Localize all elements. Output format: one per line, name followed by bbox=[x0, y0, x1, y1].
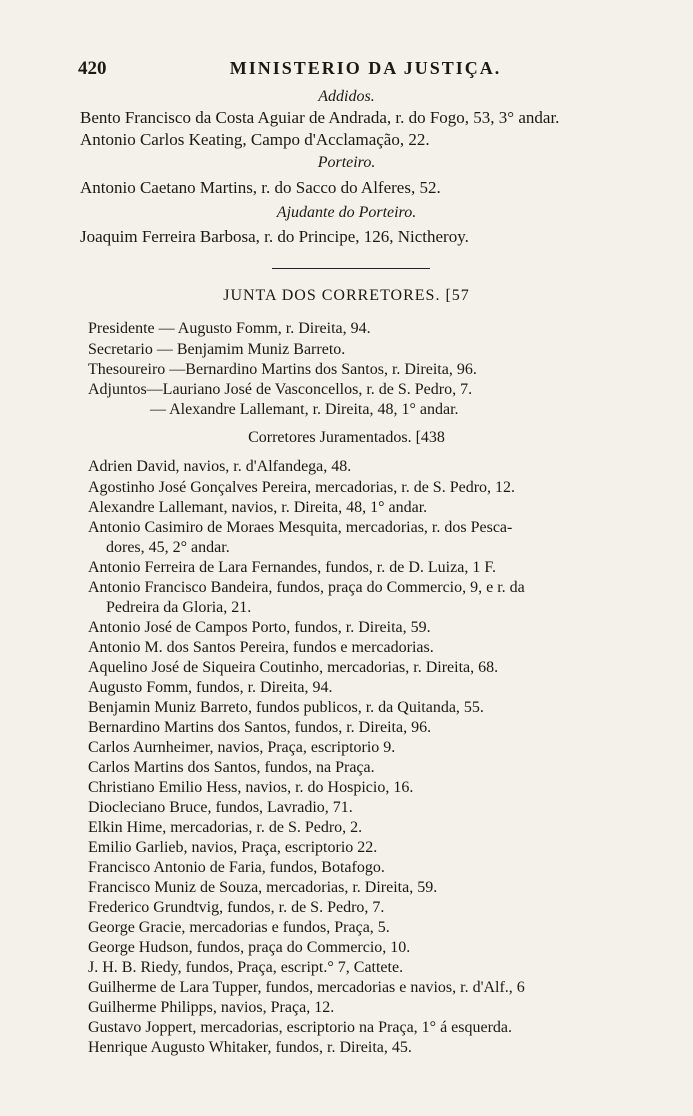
text-line: Antonio Carlos Keating, Campo d'Acclamação, 22. bbox=[80, 130, 430, 149]
section-heading-junta: JUNTA DOS CORRETORES. [57 bbox=[223, 287, 470, 304]
broker-entry-cont: dores, 45, 2° andar. bbox=[106, 539, 230, 556]
broker-entry: Christiano Emilio Hess, navios, r. do Hospicio, 16. bbox=[88, 779, 414, 796]
broker-entry: Antonio José de Campos Porto, fundos, r. Direita, 59. bbox=[88, 619, 431, 636]
text-line: Joaquim Ferreira Barbosa, r. do Principe, 126, Nictheroy. bbox=[80, 227, 469, 246]
broker-entry: Aquelino José de Siqueira Coutinho, mercadorias, r. Direita, 68. bbox=[88, 659, 499, 676]
broker-entry: Antonio M. dos Santos Pereira, fundos e mercadorias. bbox=[88, 639, 434, 656]
officer-line: Presidente — Augusto Fomm, r. Direita, 94. bbox=[88, 320, 371, 337]
broker-entry: Alexandre Lallemant, navios, r. Direita, 48, 1° andar. bbox=[88, 499, 428, 516]
broker-entry: Antonio Ferreira de Lara Fernandes, fundos, r. de D. Luiza, 1 F. bbox=[88, 559, 496, 576]
running-head: MINISTERIO DA JUSTIÇA. bbox=[229, 58, 502, 78]
officer-line: Secretario — Benjamim Muniz Barreto. bbox=[88, 341, 346, 358]
broker-entry: Henrique Augusto Whitaker, fundos, r. Direita, 45. bbox=[88, 1039, 412, 1056]
broker-entry: Adrien David, navios, r. d'Alfandega, 48. bbox=[88, 458, 352, 475]
broker-entry: George Gracie, mercadorias e fundos, Praça, 5. bbox=[88, 919, 390, 936]
broker-entry: Augusto Fomm, fundos, r. Direita, 94. bbox=[88, 679, 333, 696]
page-number: 420 bbox=[78, 58, 107, 79]
broker-entry: Bernardino Martins dos Santos, fundos, r. Direita, 96. bbox=[88, 719, 432, 736]
section-divider bbox=[272, 268, 430, 269]
broker-entry: Benjamin Muniz Barreto, fundos publicos, r. da Quitanda, 55. bbox=[88, 699, 484, 716]
broker-entry: Carlos Aurnheimer, navios, Praça, escriptorio 9. bbox=[88, 739, 396, 756]
text-line: Bento Francisco da Costa Aguiar de Andrada, r. do Fogo, 53, 3° andar. bbox=[80, 108, 560, 127]
page-header bbox=[78, 58, 653, 84]
broker-entry: Carlos Martins dos Santos, fundos, na Praça. bbox=[88, 759, 375, 776]
broker-entry: Emilio Garlieb, navios, Praça, escriptorio 22. bbox=[88, 839, 378, 856]
officer-line: — Alexandre Lallemant, r. Direita, 48, 1° andar. bbox=[150, 401, 459, 418]
broker-entry: J. H. B. Riedy, fundos, Praça, escript.° 7, Cattete. bbox=[88, 959, 404, 976]
text-line: Antonio Caetano Martins, r. do Sacco do Alferes, 52. bbox=[80, 178, 441, 197]
broker-entry: Guilherme de Lara Tupper, fundos, mercadorias e navios, r. d'Alf., 6 bbox=[88, 979, 525, 996]
section-heading-corretores: Corretores Juramentados. [438 bbox=[248, 429, 445, 446]
broker-entry: Diocleciano Bruce, fundos, Lavradio, 71. bbox=[88, 799, 353, 816]
section-heading-ajudante: Ajudante do Porteiro. bbox=[276, 204, 417, 221]
officer-line: Adjuntos—Lauriano José de Vasconcellos, r. de S. Pedro, 7. bbox=[88, 381, 473, 398]
section-heading-porteiro: Porteiro. bbox=[317, 154, 376, 171]
broker-entry: George Hudson, fundos, praça do Commercio, 10. bbox=[88, 939, 411, 956]
broker-entry: Agostinho José Gonçalves Pereira, mercadorias, r. de S. Pedro, 12. bbox=[88, 479, 516, 496]
broker-entry: Guilherme Philipps, navios, Praça, 12. bbox=[88, 999, 335, 1016]
broker-entry: Gustavo Joppert, mercadorias, escriptorio na Praça, 1° á esquerda. bbox=[88, 1019, 513, 1036]
broker-entry: Antonio Francisco Bandeira, fundos, praça do Commercio, 9, e r. da bbox=[88, 579, 525, 596]
broker-entry: Frederico Grundtvig, fundos, r. de S. Pedro, 7. bbox=[88, 899, 385, 916]
broker-entry: Francisco Muniz de Souza, mercadorias, r. Direita, 59. bbox=[88, 879, 438, 896]
officer-line: Thesoureiro —Bernardino Martins dos Santos, r. Direita, 96. bbox=[88, 361, 477, 378]
broker-entry: Francisco Antonio de Faria, fundos, Botafogo. bbox=[88, 859, 385, 876]
broker-entry-cont: Pedreira da Gloria, 21. bbox=[106, 599, 252, 616]
broker-entry: Antonio Casimiro de Moraes Mesquita, mercadorias, r. dos Pesca- bbox=[88, 519, 513, 536]
broker-entry: Elkin Hime, mercadorias, r. de S. Pedro, 2. bbox=[88, 819, 363, 836]
section-heading-addidos: Addidos. bbox=[318, 88, 375, 105]
